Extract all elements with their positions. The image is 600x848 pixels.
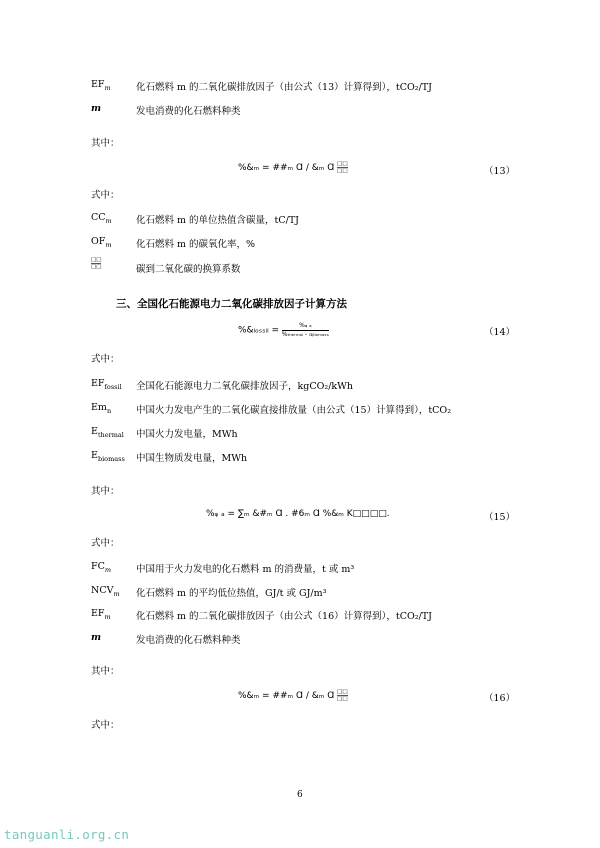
label-qizhong: 其中： bbox=[91, 486, 120, 497]
equation-14: %&ₗₒₛₛᵢₗ = %ᵩ ₐ %ₜₕₑᵣₘₐₗ - ₗ₃ᵦᵢₒₘₐₛₛ bbox=[238, 322, 329, 338]
var-ef-m: $EF_m$ bbox=[91, 79, 111, 92]
var-cc-m: $CC_m$ bbox=[91, 212, 112, 225]
equation-15: %ᵩ ₐ = ∑ₘ &#ₘ Ɑ . #6ₘ Ɑ %&ₘ K□□□□. bbox=[206, 509, 390, 519]
var-ef-m: $EF_m$ bbox=[91, 608, 111, 621]
def-cc-m: 化石燃料 m 的单位热值含碳量，tC/TJ bbox=[136, 215, 299, 226]
fraction: $\frac{□□}{□□}$ bbox=[337, 689, 348, 702]
var-m: m bbox=[91, 632, 102, 643]
var-em-n: $Em_n$ bbox=[91, 402, 112, 415]
var-fc-m: $FC_m$ bbox=[91, 561, 112, 574]
section-heading: 三、全国化石能源电力二氧化碳排放因子计算方法 bbox=[116, 298, 347, 310]
def-m: 发电消费的化石燃料种类 bbox=[136, 106, 241, 117]
label-qizhong: 其中： bbox=[91, 666, 120, 677]
var-e-biomass: $E_{biomass}$ bbox=[91, 450, 125, 463]
label-shizhong: 式中： bbox=[91, 190, 120, 201]
equation-13: %&ₘ = ##ₘ Ɑ / &ₘ Ɑ $\frac{□□}{□□}$ bbox=[238, 161, 348, 174]
var-m: m bbox=[91, 103, 102, 114]
def-e-biomass: 中国生物质发电量，MWh bbox=[136, 453, 248, 464]
def-ef-m: 化石燃料 m 的二氧化碳排放因子（由公式（13）计算得到），tCO₂/TJ bbox=[136, 82, 432, 93]
fraction: $\frac{□□}{□□}$ bbox=[337, 161, 348, 174]
def-ef-m: 化石燃料 m 的二氧化碳排放因子（由公式（16）计算得到），tCO₂/TJ bbox=[136, 611, 432, 622]
var-ratio-fraction: $\frac{□□}{□□}$ bbox=[91, 257, 102, 270]
equation-number-13: （13） bbox=[484, 166, 516, 177]
equation-number-14: （14） bbox=[484, 327, 516, 338]
label-shizhong: 式中： bbox=[91, 354, 120, 365]
var-of-m: $OF_m$ bbox=[91, 236, 112, 249]
label-qizhong: 其中： bbox=[91, 138, 120, 149]
equation-number-15: （15） bbox=[484, 512, 516, 523]
var-ef-fossil: $EF_{fossil}$ bbox=[91, 378, 122, 391]
def-e-thermal: 中国火力发电量，MWh bbox=[136, 429, 238, 440]
def-ratio: 碳到二氧化碳的换算系数 bbox=[136, 264, 241, 275]
label-shizhong: 式中： bbox=[91, 720, 120, 731]
var-ncv-m: $NCV_m$ bbox=[91, 585, 120, 598]
var-e-thermal: $E_{thermal}$ bbox=[91, 426, 124, 439]
def-ncv-m: 化石燃料 m 的平均低位热值，GJ/t 或 GJ/m³ bbox=[136, 588, 327, 599]
equation-16: %&ₘ = ##ₘ Ɑ / &ₘ Ɑ $\frac{□□}{□□}$ bbox=[238, 689, 348, 702]
def-m: 发电消费的化石燃料种类 bbox=[136, 635, 241, 646]
def-ef-fossil: 全国化石能源电力二氧化碳排放因子，kgCO₂/kWh bbox=[136, 381, 354, 392]
def-fc-m: 中国用于火力发电的化石燃料 m 的消费量，t 或 m³ bbox=[136, 564, 355, 575]
label-shizhong: 式中： bbox=[91, 538, 120, 549]
page-number: 6 bbox=[297, 790, 303, 800]
def-em-n: 中国火力发电产生的二氧化碳直接排放量（由公式（15）计算得到），tCO₂ bbox=[136, 405, 452, 416]
def-of-m: 化石燃料 m 的碳氧化率，% bbox=[136, 239, 256, 250]
equation-number-16: （16） bbox=[484, 693, 516, 704]
watermark: tanguanli.org.cn bbox=[4, 827, 130, 842]
